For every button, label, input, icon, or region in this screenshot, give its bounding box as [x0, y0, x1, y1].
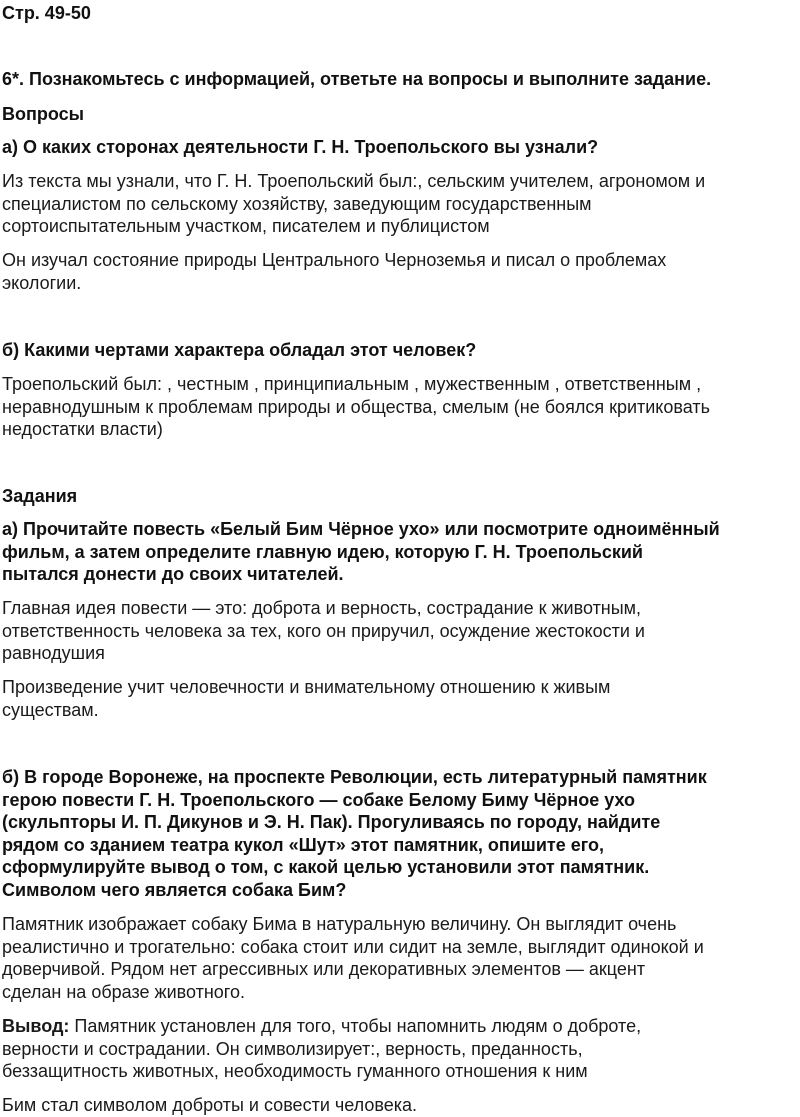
answer-line: сортоиспытательным участком, писателем и публицистом — [2, 216, 490, 236]
answer-line: беззащитность животных, необходимость гуманного отношения к ним — [2, 1061, 588, 1081]
conclusion-label: Вывод: — [2, 1016, 70, 1036]
task-title: 6*. Познакомьтесь с информацией, ответьте на вопросы и выполните задание. — [2, 69, 712, 89]
questions-heading: Вопросы — [2, 104, 85, 124]
answer-line: Памятник изображает собаку Бима в натуральную величину. Он выглядит очень — [2, 914, 677, 934]
page-reference: Стр. 49-50 — [2, 3, 91, 23]
task-line: пытался донести до своих читателей. — [2, 564, 344, 584]
question-b: б) Какими чертами характера обладал этот человек? — [2, 340, 477, 360]
task-line: фильм, а затем определите главную идею, которую Г. Н. Троепольский — [2, 542, 643, 562]
task-line: рядом со зданием театра кукол «Шут» этот памятник, опишите его, — [2, 835, 604, 855]
answer-line: сделан на образе животного. — [2, 982, 245, 1002]
answer-line: верности и сострадании. Он символизирует:, верность, преданность, — [2, 1039, 583, 1059]
answer-line: доверчивой. Рядом нет агрессивных или декоративных элементов — акцент — [2, 959, 646, 979]
task-line: Символом чего является собака Бим? — [2, 880, 347, 900]
conclusion-text: Памятник установлен для того, чтобы напомнить людям о доброте, — [69, 1016, 642, 1036]
answer-line: Из текста мы узнали, что Г. Н. Троепольский был:, сельским учителем, агрономом и — [2, 171, 706, 191]
task-line: герою повести Г. Н. Троепольского — собаке Белому Биму Чёрное ухо — [2, 790, 636, 810]
tasks-heading: Задания — [2, 486, 78, 506]
task-line: (скульпторы И. П. Дикунов и Э. Н. Пак). Прогуливаясь по городу, найдите — [2, 812, 661, 832]
answer-line: ответственность человека за тех, кого он приручил, осуждение жестокости и — [2, 621, 645, 641]
answer-line: Он изучал состояние природы Центрального Черноземья и писал о проблемах — [2, 250, 667, 270]
answer-line: существам. — [2, 700, 99, 720]
answer-line: Произведение учит человечности и внимательному отношению к живым — [2, 677, 611, 697]
answer-line: реалистично и трогательно: собака стоит или сидит на земле, выглядит одинокой и — [2, 937, 704, 957]
answer-line: Троепольский был: , честным , принципиальным , мужественным , ответственным , — [2, 374, 702, 394]
conclusion-first-line — [2, 1015, 798, 1037]
answer-line: экологии. — [2, 273, 82, 293]
task-line: б) В городе Воронеже, на проспекте Революции, есть литературный памятник — [2, 767, 707, 787]
task-line: сформулируйте вывод о том, с какой целью установили этот памятник. — [2, 857, 650, 877]
answer-line: недостатки власти) — [2, 419, 163, 439]
answer-line: равнодушия — [2, 643, 105, 663]
final-statement: Бим стал символом доброты и совести человека. — [2, 1095, 418, 1115]
task-line: а) Прочитайте повесть «Белый Бим Чёрное ухо» или посмотрите одноимённый — [2, 519, 720, 539]
answer-line: неравнодушным к проблемам природы и общества, смелым (не боялся критиковать — [2, 397, 710, 417]
answer-line: Главная идея повести — это: доброта и верность, сострадание к животным, — [2, 598, 642, 618]
question-a: а) О каких сторонах деятельности Г. Н. Троепольского вы узнали? — [2, 137, 599, 157]
answer-line: специалистом по сельскому хозяйству, заведующим государственным — [2, 194, 592, 214]
